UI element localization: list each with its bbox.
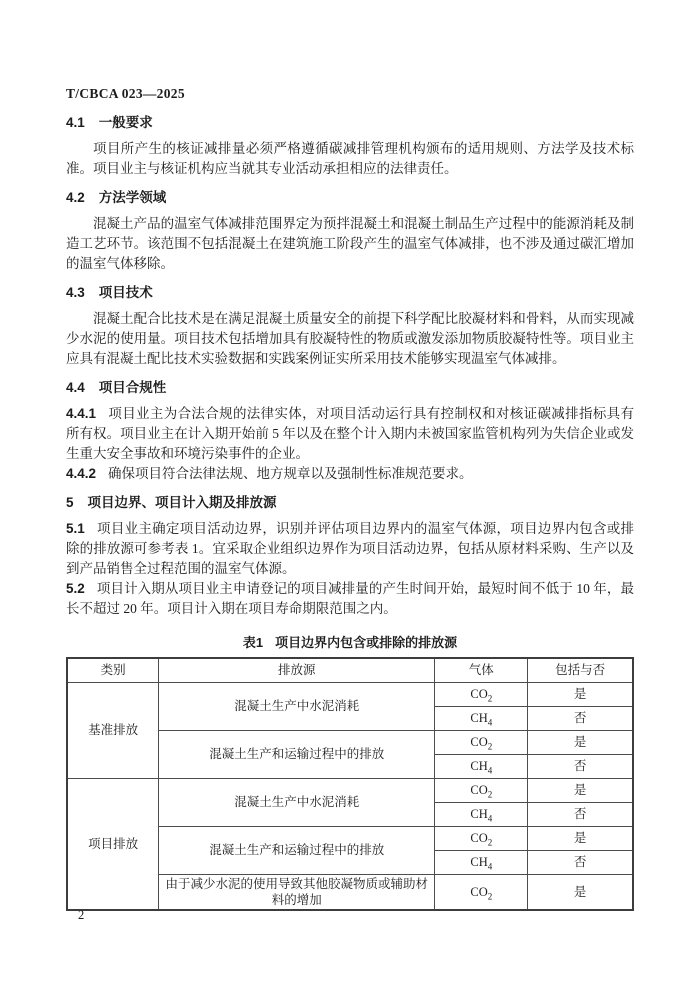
table-title: 项目边界内包含或排除的排放源: [275, 635, 458, 650]
gas-subscript: 4: [487, 765, 493, 776]
section-number: 4.3: [66, 285, 85, 300]
cell-source: 混凝土生产中水泥消耗: [159, 778, 435, 826]
table-header-row: [67, 658, 633, 682]
section-heading-5: [66, 493, 634, 513]
clause-number: 4.4.2: [66, 466, 97, 481]
doc-code: T/CBCA 023—2025: [66, 86, 185, 101]
cell-category-project: 项目排放: [67, 778, 159, 910]
section-title: 方法学领域: [98, 190, 167, 205]
cell-included: 否: [528, 754, 633, 778]
header-cell-gas: 气体: [435, 658, 528, 682]
gas-subscript: 2: [487, 741, 493, 752]
clause-number: 5.1: [66, 521, 85, 536]
gas-subscript: 4: [487, 717, 493, 728]
gas-formula: CH: [470, 711, 488, 725]
page-number: 2: [78, 908, 85, 922]
clause-4-4-1: [66, 404, 634, 464]
gas-formula: CO: [470, 735, 488, 749]
cell-gas: [435, 778, 528, 802]
cell-source: 混凝土生产中水泥消耗: [159, 682, 435, 730]
cell-included: 是: [528, 874, 633, 910]
cell-included: 是: [528, 682, 633, 706]
clause-5-1: [66, 519, 634, 579]
clause-text: 项目计入期从项目业主申请登记的项目减排量的产生时间开始，最短时间不低于 10 年，最长不超过 20 年。项目计入期在项目寿命期限范围之内。: [66, 581, 634, 616]
header-cell-included: 包括与否: [528, 658, 633, 682]
cell-gas: [435, 730, 528, 754]
gas-formula: CH: [470, 759, 488, 773]
cell-included: 否: [528, 706, 633, 730]
gas-formula: CO: [470, 831, 488, 845]
gas-subscript: 2: [487, 891, 493, 901]
emission-sources-table: [66, 657, 634, 911]
cell-gas: [435, 802, 528, 826]
cell-gas: [435, 826, 528, 850]
cell-included: 是: [528, 826, 633, 850]
cell-category-baseline: 基准排放: [67, 682, 159, 778]
section-number: 5: [66, 495, 74, 510]
section-number: 4.2: [66, 190, 85, 205]
gas-formula: CO: [470, 687, 488, 701]
table-row: [67, 682, 633, 706]
gas-formula: CH: [470, 807, 488, 821]
cell-gas: [435, 874, 528, 910]
gas-formula: CO: [470, 884, 488, 899]
section-heading-4-2: [66, 188, 634, 208]
section-number: 4.1: [66, 115, 85, 130]
gas-subscript: 4: [487, 813, 493, 824]
paragraph-4-3: 混凝土配合比技术是在满足混凝土质量安全的前提下科学配比胶凝材料和骨料，从而实现减少水泥的使用量。项目技术包括增加具有胶凝特性的物质或激发添加物质胶凝特性等。项目业主应具有混凝土配比技术实验数据和实践案例证实所采用技术能够实现温室气体减排。: [66, 311, 634, 366]
gas-formula: CH: [470, 855, 488, 869]
header-cell-category: 类别: [67, 658, 159, 682]
gas-subscript: 4: [487, 861, 493, 872]
clause-number: 5.2: [66, 581, 85, 596]
gas-formula: CO: [470, 783, 488, 797]
section-number: 4.4: [66, 380, 85, 395]
cell-source: 混凝土生产和运输过程中的排放: [159, 826, 435, 874]
paragraph-4-2: 混凝土产品的温室气体减排范围界定为预拌混凝土和混凝土制品生产过程中的能源消耗及制造工艺环节。该范围不包括混凝土在建筑施工阶段产生的温室气体减排，也不涉及通过碳汇增加的温室气体移除。: [66, 216, 634, 271]
clause-text: 确保项目符合法律法规、地方规章以及强制性标准规范要求。: [108, 466, 473, 481]
section-title: 项目合规性: [98, 380, 167, 395]
section-title: 项目边界、项目计入期及排放源: [87, 495, 277, 510]
cell-included: 是: [528, 730, 633, 754]
clause-text: 项目业主确定项目活动边界，识别并评估项目边界内的温室气体源，项目边界内包含或排除的排放源可参考表 1。宜采取企业组织边界作为项目活动边界，包括从原材料采购、生产以及到产品销售全过程范围的温室气体源。: [66, 521, 634, 576]
clause-4-4-2: [66, 464, 634, 484]
section-heading-4-1: [66, 113, 634, 133]
cell-included: 否: [528, 802, 633, 826]
table-caption: [66, 633, 634, 653]
cell-source: 混凝土生产和运输过程中的排放: [159, 730, 435, 778]
gas-subscript: 2: [487, 693, 493, 704]
table-row: [67, 778, 633, 802]
clause-5-2: [66, 579, 634, 619]
clause-number: 4.4.1: [66, 406, 97, 421]
clause-text: 项目业主为合法合规的法律实体，对项目活动运行具有控制权和对核证碳减排指标具有所有权。项目业主在计入期开始前 5 年以及在整个计入期内未被国家监管机构列为失信企业或发生重大安全事故和环境污染事件的企业。: [66, 406, 634, 461]
cell-included: 否: [528, 850, 633, 874]
gas-subscript: 2: [487, 789, 493, 800]
header-cell-source: 排放源: [159, 658, 435, 682]
gas-subscript: 2: [487, 837, 493, 848]
section-heading-4-4: [66, 378, 634, 398]
cell-gas: [435, 706, 528, 730]
paragraph-4-1: 项目所产生的核证减排量必须严格遵循碳减排管理机构颁布的适用规则、方法学及技术标准。项目业主与核证机构应当就其专业活动承担相应的法律责任。: [66, 141, 634, 176]
cell-gas: [435, 682, 528, 706]
section-heading-4-3: [66, 283, 634, 303]
cell-source: 由于减少水泥的使用导致其他胶凝物质或辅助材料的增加: [159, 874, 435, 910]
cell-gas: [435, 754, 528, 778]
section-title: 一般要求: [98, 115, 153, 130]
cell-gas: [435, 850, 528, 874]
cell-included: 是: [528, 778, 633, 802]
section-title: 项目技术: [98, 285, 153, 300]
table-label: 表1: [242, 635, 264, 650]
